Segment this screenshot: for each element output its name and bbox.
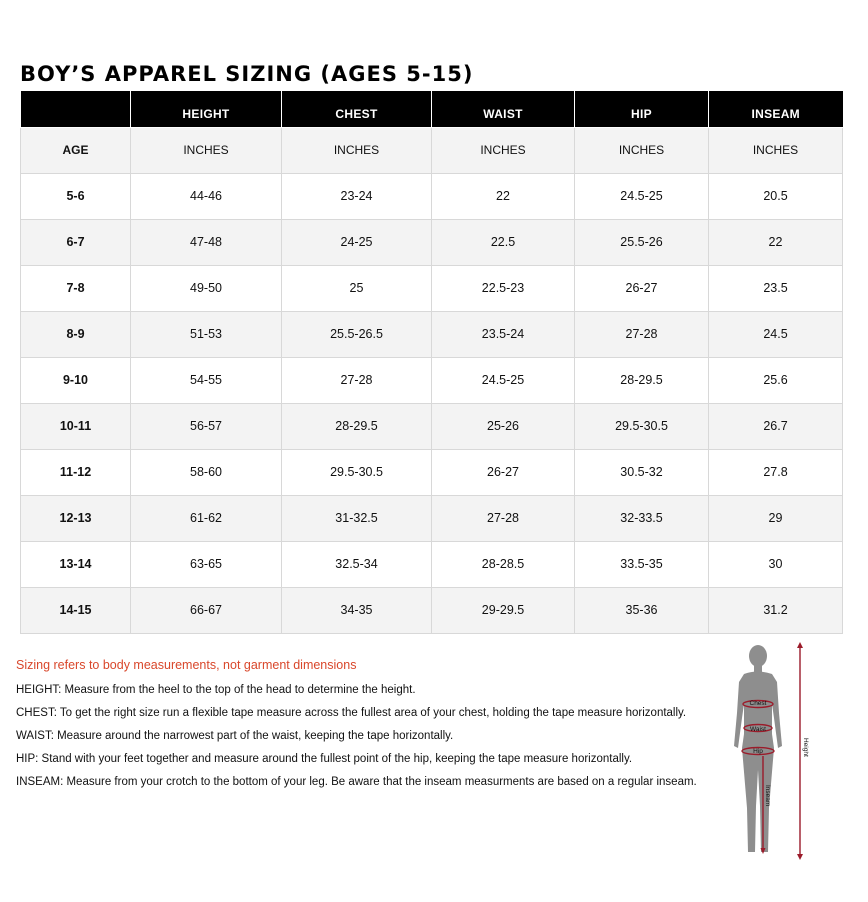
table-cell: INCHES (709, 127, 843, 173)
page-title: BOY’S APPAREL SIZING (AGES 5-15) (20, 62, 474, 86)
table-cell: 26-27 (575, 265, 709, 311)
table-cell: AGE (21, 127, 131, 173)
table-cell: 14-15 (21, 587, 131, 633)
units-row (21, 127, 843, 173)
column-header-inseam: INSEAM (709, 91, 843, 127)
table-cell: 22.5 (432, 219, 575, 265)
table-cell: 6-7 (21, 219, 131, 265)
chest-label: Chest (749, 700, 767, 707)
table-cell: 33.5-35 (575, 541, 709, 587)
table-row (21, 403, 843, 449)
note-hip: HIP: Stand with your feet together and measure around the fullest point of the hip, keeping the tape measure horizontally. (16, 753, 633, 765)
column-header-hip: HIP (575, 91, 709, 127)
table-row (21, 449, 843, 495)
table-header-row (21, 91, 843, 127)
table-cell: 28-28.5 (432, 541, 575, 587)
hip-label: Hip (753, 748, 763, 755)
table-cell: 9-10 (21, 357, 131, 403)
table-cell: 25.6 (709, 357, 843, 403)
inseam-label: Inseam (764, 785, 771, 807)
table-cell: 22 (432, 173, 575, 219)
table-cell: 49-50 (131, 265, 282, 311)
table-cell: 25 (282, 265, 432, 311)
table-cell: 29.5-30.5 (575, 403, 709, 449)
column-header-chest: CHEST (282, 91, 432, 127)
table-row (21, 587, 843, 633)
column-header-waist: WAIST (432, 91, 575, 127)
table-cell: 24.5-25 (575, 173, 709, 219)
table-cell: 56-57 (131, 403, 282, 449)
table-cell: 28-29.5 (575, 357, 709, 403)
table-cell: 8-9 (21, 311, 131, 357)
table-cell: 58-60 (131, 449, 282, 495)
measurement-figure (722, 638, 822, 860)
table-cell: 22.5-23 (432, 265, 575, 311)
table-row (21, 173, 843, 219)
table-cell: 30.5-32 (575, 449, 709, 495)
table-cell: 66-67 (131, 587, 282, 633)
table-cell: 28-29.5 (282, 403, 432, 449)
table-row (21, 495, 843, 541)
table-cell: 44-46 (131, 173, 282, 219)
table-cell: 47-48 (131, 219, 282, 265)
table-cell: INCHES (432, 127, 575, 173)
body-silhouette-icon (722, 638, 822, 860)
column-header (21, 91, 131, 127)
waist-label: Waist (749, 726, 767, 733)
table-cell: 27-28 (432, 495, 575, 541)
table-cell: 20.5 (709, 173, 843, 219)
table-cell: 26.7 (709, 403, 843, 449)
table-cell: 29 (709, 495, 843, 541)
table-row (21, 219, 843, 265)
column-header-height: HEIGHT (131, 91, 282, 127)
table-cell: 27-28 (575, 311, 709, 357)
table-cell: 26-27 (432, 449, 575, 495)
measurement-notes (16, 658, 706, 799)
table-cell: 30 (709, 541, 843, 587)
table-row (21, 357, 843, 403)
table-cell: 25.5-26.5 (282, 311, 432, 357)
table-cell: INCHES (575, 127, 709, 173)
table-cell: 35-36 (575, 587, 709, 633)
table-cell: 31.2 (709, 587, 843, 633)
table-cell: 22 (709, 219, 843, 265)
note-inseam: INSEAM: Measure from your crotch to the bottom of your leg. Be aware that the inseam measurments are based on a regular inseam. (16, 776, 697, 788)
table-cell: 25.5-26 (575, 219, 709, 265)
table-row (21, 311, 843, 357)
table-cell: INCHES (282, 127, 432, 173)
table-cell: 23.5 (709, 265, 843, 311)
table-cell: 23.5-24 (432, 311, 575, 357)
height-label: Height (802, 738, 809, 757)
table-cell: 61-62 (131, 495, 282, 541)
table-cell: 5-6 (21, 173, 131, 219)
table-cell: INCHES (131, 127, 282, 173)
table-cell: 29.5-30.5 (282, 449, 432, 495)
table-cell: 12-13 (21, 495, 131, 541)
note-height: HEIGHT: Measure from the heel to the top of the head to determine the height. (16, 684, 416, 696)
table-row (21, 541, 843, 587)
table-cell: 51-53 (131, 311, 282, 357)
table-cell: 27.8 (709, 449, 843, 495)
note-chest: CHEST: To get the right size run a flexible tape measure across the fullest area of your chest, holding the tape measure horizontally. (16, 707, 687, 719)
table-row (21, 265, 843, 311)
table-cell: 32.5-34 (282, 541, 432, 587)
table-cell: 31-32.5 (282, 495, 432, 541)
table-cell: 27-28 (282, 357, 432, 403)
table-cell: 25-26 (432, 403, 575, 449)
table-cell: 23-24 (282, 173, 432, 219)
notes-heading: Sizing refers to body measurements, not garment dimensions (16, 658, 357, 672)
table-cell: 7-8 (21, 265, 131, 311)
table-cell: 54-55 (131, 357, 282, 403)
table-cell: 11-12 (21, 449, 131, 495)
note-waist: WAIST: Measure around the narrowest part of the waist, keeping the tape horizontally. (16, 730, 454, 742)
table-cell: 63-65 (131, 541, 282, 587)
size-chart-table (20, 91, 843, 634)
table-cell: 32-33.5 (575, 495, 709, 541)
table-cell: 13-14 (21, 541, 131, 587)
table-cell: 10-11 (21, 403, 131, 449)
table-cell: 29-29.5 (432, 587, 575, 633)
table-cell: 34-35 (282, 587, 432, 633)
table-cell: 24.5 (709, 311, 843, 357)
table-cell: 24.5-25 (432, 357, 575, 403)
table-cell: 24-25 (282, 219, 432, 265)
